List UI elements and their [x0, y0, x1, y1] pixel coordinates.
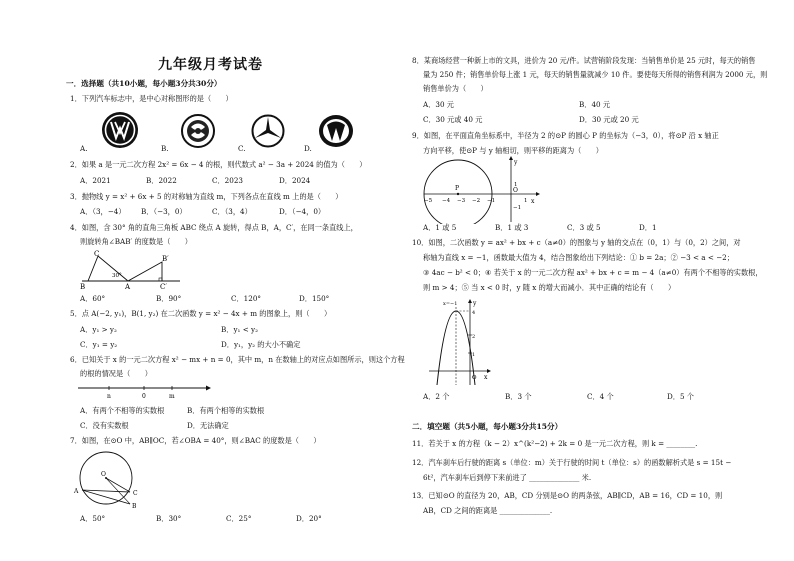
q9-xtick-5: 1: [524, 198, 528, 204]
q9-xtick-0: −5: [424, 198, 433, 204]
q9-option-c: C．3 或 5: [567, 223, 601, 232]
q6-point-zero: 0: [142, 393, 146, 400]
q9-ytick-1: 1: [514, 182, 518, 188]
q4-option-d: D．150°: [299, 294, 330, 303]
section-choice-heading: 一．选择题（共10小题，每小题3分共30分）: [66, 79, 222, 88]
q4-triangle-figure: [76, 250, 186, 290]
q10-parabola-figure: [423, 297, 493, 387]
q2-stem: 2．如果 a 是一元二次方程 2x² = 6x − 4 的根，则代数式 a² − 3a + 2024 的值为（ ）: [70, 160, 367, 169]
q6-point-m: m: [169, 393, 175, 400]
q4-option-b: B．90°: [156, 294, 182, 303]
q1-option-a: A.: [80, 144, 88, 153]
q9-label-y: y: [514, 159, 518, 166]
q2-option-a: A．2021: [80, 176, 111, 185]
q13-stem-line1: 13．已知⊙O 的直径为 20，AB，CD 分别是⊙O 的两条弦，AB∥CD，AB = 16，CD = 10，则: [412, 491, 723, 500]
q7-label-a: A: [74, 488, 79, 495]
q7-label-b: B: [132, 503, 137, 510]
q7-label-o: O: [101, 471, 106, 478]
q10-option-d: D．5 个: [667, 392, 694, 401]
q1-option-b: B.: [161, 144, 169, 153]
q8-option-d: D．30 元或 20 元: [579, 115, 639, 124]
q5-option-d: D．y₁，y₂ 的大小不确定: [221, 340, 301, 349]
q7-circle-figure: [70, 448, 142, 510]
q7-option-b: B．30°: [156, 514, 182, 523]
q8-stem-line1: 8．某商场经营一种新上市的文具，进价为 20 元/件。试营销阶段发现：当销售单价是 25 元时，每天的销售: [412, 56, 756, 65]
q9-label-o: O: [513, 187, 518, 194]
q6-number-line: [76, 381, 212, 401]
q7-label-c: C: [133, 490, 138, 497]
volkswagen-logo: [101, 111, 139, 149]
q10-label-x: x: [484, 374, 488, 381]
q9-option-d: D．1: [639, 223, 657, 232]
q5-option-a: A．y₁ > y₂: [80, 325, 117, 334]
q6-point-n: n: [107, 393, 111, 400]
q9-option-b: B．1 或 3: [495, 223, 529, 232]
q9-ytick-minus1: −1: [513, 205, 522, 211]
q9-xtick-1: −4: [442, 198, 451, 204]
q4-label-bprime: B′: [162, 255, 169, 263]
mercedes-logo: [251, 114, 285, 148]
q4-label-c: C: [94, 250, 100, 258]
q4-angle-label: 30°: [112, 273, 122, 279]
q11-stem: 11．若关于 x 的方程（k − 2）x^(k²−2) + 2k = 0 是一元二次方程，则 k = ________.: [412, 439, 698, 448]
q9-stem-line1: 9．如图，在平面直角坐标系中，半径为 2 的⊙P 的圆心 P 的坐标为（−3，0），将⊙P 沿 x 轴正: [412, 131, 719, 140]
q4-stem-line2: 则旋转角∠BAB′ 的度数是（ ）: [80, 237, 192, 246]
q9-label-x: x: [531, 198, 535, 205]
q12-stem-line2: 6t²，汽车刹车后到停下来前进了 ______________ 米.: [423, 473, 592, 482]
q6-option-b: B．有两个相等的实数根: [187, 406, 265, 415]
q3-option-d: D．（−4，0）: [279, 207, 326, 216]
q8-option-b: B．40 元: [579, 100, 611, 109]
q6-option-a: A．有两个不相等的实数根: [80, 406, 165, 415]
q10-stem-line2: 称轴为直线 x = −1，函数最大值为 4，结合图象给出下列结论：① b = 2a；② −3 < a < −2；: [423, 253, 734, 262]
q4-stem-line1: 4．如图，含 30° 角的直角三角板 ABC 绕点 A 旋转，得点 B，A，C′，在同一条直线上，: [70, 223, 358, 232]
q8-stem-line3: 销售单价为（ ）: [423, 84, 488, 93]
q9-option-a: A．1 或 5: [423, 223, 457, 232]
q4-label-b: B: [80, 283, 86, 290]
q9-xtick-3: −2: [472, 198, 481, 204]
q3-option-b: B．（−3，0）: [141, 207, 187, 216]
q1-option-d: D.: [304, 144, 312, 153]
q10-ytick-1: 1: [472, 352, 476, 358]
q9-xtick-4: −1: [487, 198, 496, 204]
q12-stem-line1: 12．汽车刹车后行驶的距离 s（单位：m）关于行驶的时间 t（单位：s）的函数解析式是 s = 15t −: [412, 458, 732, 467]
q7-stem: 7．如图，在⊙O 中，AB∥OC，若∠OBA = 40°，则∠BAC 的度数是（ ）: [70, 436, 321, 445]
q10-ytick-4: 4: [472, 310, 476, 316]
q5-option-c: C．y₁ = y₂: [80, 340, 118, 349]
q2-option-d: D．2024: [279, 176, 311, 185]
q10-axis-label: x=−1: [443, 301, 458, 307]
geely-style-logo: [181, 114, 215, 148]
q2-option-b: B．2022: [146, 176, 177, 185]
q7-option-d: D．20°: [296, 514, 322, 523]
q10-option-a: A．2 个: [423, 392, 450, 401]
q5-option-b: B．y₁ < y₂: [221, 325, 258, 334]
q4-label-cprime: C′: [160, 283, 167, 290]
q10-label-o: O: [472, 375, 477, 381]
q10-stem-line1: 10．如图，二次函数 y = ax² + bx + c（a≠0）的图象与 y 轴的交点在（0，1）与（0，2）之间，对: [412, 238, 741, 247]
q6-stem-line1: 6．已知关于 x 的一元二次方程 x² − mx + n = 0，其中 m，n 在数轴上的对应点如图所示，则这个方程: [70, 355, 405, 364]
q10-stem-line4: 则 m > 4；⑤ 当 x < 0 时，y 随 x 的增大而减小．其中正确的结论有（ ）: [423, 283, 676, 292]
q8-stem-line2: 量为 250 件；销售单价每上涨 1 元，每天的销售量就减少 10 件。要使每天所得的销售利润为 2000 元，则: [423, 70, 768, 79]
q2-option-c: C．2023: [212, 176, 243, 185]
q10-stem-line3: ③ 4ac − b² < 0；④ 若关于 x 的一元二次方程 ax² + bx + c = m − 4（a≠0）有两个不相等的实数根，: [423, 268, 763, 277]
q13-stem-line2: AB，CD 之间的距离是 ______________.: [423, 506, 553, 515]
q1-option-c: C.: [238, 144, 246, 153]
q9-xtick-2: −3: [457, 198, 466, 204]
q4-option-c: C．120°: [231, 294, 261, 303]
q8-option-c: C．30 元或 40 元: [423, 115, 483, 124]
q4-label-a: A: [125, 283, 131, 290]
q9-coordinate-figure: [420, 156, 540, 224]
q6-stem-line2: 的根的情况是（ ）: [80, 369, 152, 378]
q9-label-p: P: [455, 185, 460, 192]
q10-option-b: B．3 个: [505, 392, 532, 401]
q10-ytick-2: 2: [472, 334, 476, 340]
q3-stem: 3．抛物线 y = x² + 6x + 5 的对称轴为直线 m，下列各点在直线 m 上的是（ ）: [70, 192, 343, 201]
q6-option-d: D．无法确定: [187, 421, 229, 430]
q6-option-c: C．没有实数根: [80, 421, 129, 430]
q1-stem: 1．下列汽车标志中，是中心对称图形的是（ ）: [70, 94, 233, 103]
q9-stem-line2: 方向平移，使⊙P 与 y 轴相切，则平移的距离为（ ）: [423, 146, 603, 155]
page-title: 九年级月考试卷: [158, 57, 263, 73]
toyota-style-logo: [318, 114, 354, 148]
q3-option-a: A．（3，−4）: [80, 207, 126, 216]
q7-option-a: A．50°: [80, 514, 106, 523]
q5-stem: 5．点 A(−2, y₁)，B(1, y₂) 在二次函数 y = x² − 4x + m 的图象上，则（ ）: [70, 309, 332, 318]
q7-option-c: C．25°: [226, 514, 252, 523]
q4-option-a: A．60°: [80, 294, 106, 303]
section-fill-heading: 二．填空题（共5小题，每小题3分共15分）: [412, 422, 563, 431]
q8-option-a: A．30 元: [423, 100, 454, 109]
q10-option-c: C．4 个: [587, 392, 614, 401]
q10-label-y: y: [473, 300, 477, 307]
q3-option-c: C．（3，4）: [212, 207, 252, 216]
